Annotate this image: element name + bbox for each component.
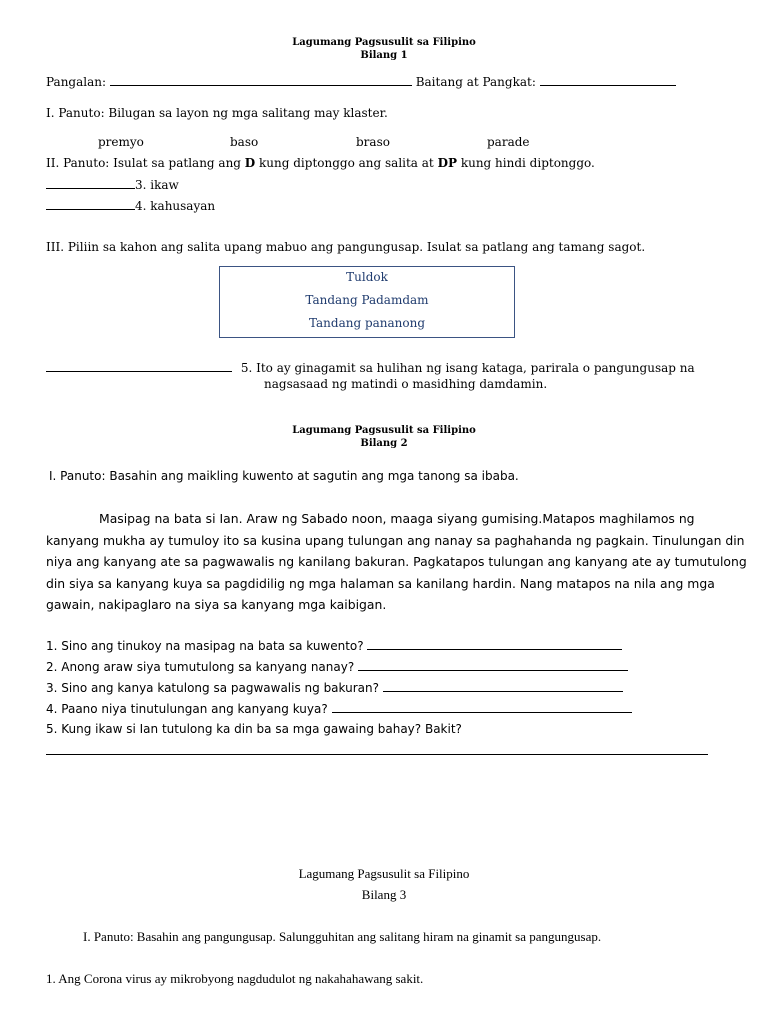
question-text: 2. Anong araw siya tumutulong sa kanyang nanay? [46,660,355,674]
quiz2-instruction: I. Panuto: Basahin ang maikling kuwento at sagutin ang mga tanong sa ibaba. [49,469,519,483]
quiz2-title: Lagumang Pagsusulit sa Filipino [292,425,476,436]
question-row [46,722,462,737]
part3-instruction: III. Piliin sa kahon ang salita upang mabuo ang pangungusap. Isulat sa patlang ang tamang sagot. [46,240,646,254]
quiz1-title: Lagumang Pagsusulit sa Filipino [292,37,476,48]
story-line: kanyang mukha ay tumuloy ito sa kusina upang tulungan ang nanay sa paghahanda ng pagkain. Tinulungan din [46,532,745,548]
question-row [46,701,632,717]
question-row [46,659,628,675]
item-5-line1: 5. Ito ay ginagamit sa hulihan ng isang kataga, parirala o pangungusap na [240,361,695,375]
answer-blank[interactable] [46,177,135,189]
question-row [46,638,622,654]
part1-word[interactable]: baso [230,135,259,149]
item-4-row [46,198,215,214]
question-row [46,680,623,696]
question-text: 3. Sino ang kanya katulong sa pagwawalis ng bakuran? [46,681,379,695]
item-4-text: 4. kahusayan [135,199,216,213]
answer-blank[interactable] [46,198,135,210]
box-option: Tandang Padamdam [305,293,429,307]
story-line: gawain, nakipaglaro na siya sa kanyang mga kaibigan. [46,597,387,612]
story-paragraph [46,508,747,616]
answer-line[interactable] [46,754,708,755]
box-option: Tuldok [346,270,388,284]
answer-blank[interactable] [332,701,632,713]
quiz3-instruction: I. Panuto: Basahin ang pangungusap. Salungguhitan ang salitang hiram na ginamit sa pangungusap. [83,929,602,944]
quiz1-subtitle: Bilang 1 [360,50,408,61]
quiz3-subtitle: Bilang 3 [361,887,407,902]
quiz2-subtitle: Bilang 2 [360,438,408,449]
story-line: niya ang kanyang ate sa pagwawalis ng kanilang bakuran. Pagkatapos tulungan ang kanyang ate ay tumutulong [46,554,747,569]
part2-dp-label: DP [437,156,458,170]
answer-blank[interactable] [358,659,628,671]
item-5-row [46,360,695,376]
part2-text: kung diptonggo ang salita at [255,156,438,170]
name-row [46,74,676,90]
part2-text: II. Panuto: Isulat sa patlang ang [46,156,245,170]
item-5-line2: nagsasaad ng matindi o masidhing damdamin. [264,377,548,391]
question-text: 5. Kung ikaw si Ian tutulong ka din ba sa mga gawaing bahay? Bakit? [46,722,462,736]
answer-blank[interactable] [367,638,622,650]
quiz3-title: Lagumang Pagsusulit sa Filipino [298,866,470,881]
grade-label: Baitang at Pangkat: [415,75,536,89]
part2-d-label: D [244,156,256,170]
item-3-text: 3. ikaw [135,178,179,192]
story-line: Masipag na bata si Ian. Araw ng Sabado noon, maaga siyang gumising.Matapos maghilamos ng [99,511,695,526]
grade-blank[interactable] [540,74,676,86]
name-label: Pangalan: [46,75,107,89]
box-option: Tandang pananong [308,316,426,330]
answer-blank[interactable] [46,360,232,372]
part2-text: kung hindi diptonggo. [457,156,595,170]
quiz3-item-1: 1. Ang Corona virus ay mikrobyong nagdudulot ng nakahahawang sakit. [46,971,424,986]
word-choice-box [219,266,515,338]
story-line: din siya sa kanyang kuya sa pagdidilig ng mga halaman sa kanilang hardin. Nang matapos na nila ang mga [46,575,715,591]
question-text: 1. Sino ang tinukoy na masipag na bata sa kuwento? [46,639,364,653]
part1-word[interactable]: premyo [98,135,144,149]
part1-word[interactable]: parade [487,135,530,149]
name-blank[interactable] [110,74,412,86]
question-text: 4. Paano niya tinutulungan ang kanyang kuya? [46,702,328,716]
part1-instruction: I. Panuto: Bilugan sa layon ng mga salitang may klaster. [46,106,388,120]
part1-word[interactable]: braso [356,135,390,149]
item-3-row [46,177,179,193]
part2-instruction [46,156,595,171]
answer-blank[interactable] [383,680,623,692]
